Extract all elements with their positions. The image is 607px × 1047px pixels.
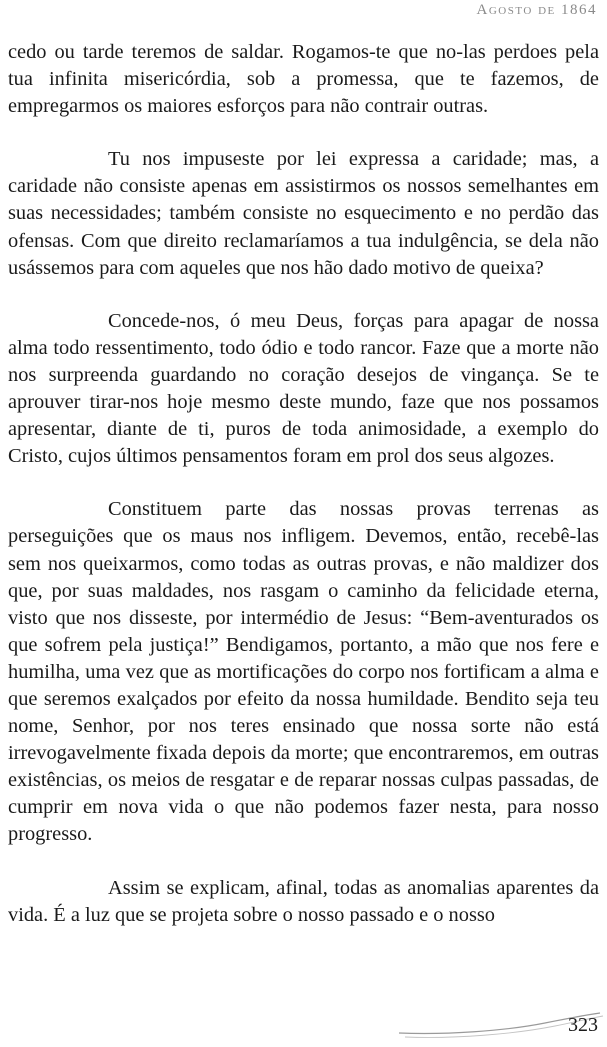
folio-ornament <box>395 1003 607 1047</box>
paragraph-charity: Tu nos impuseste por lei expressa a caridade; mas, a caridade não consiste apenas em assistirmos os nossos semelhantes em suas necessidades; também consiste no esquecimento e no perdão das ofensas. Com que direito reclamaríamos a tua indulgência, se dela não usássemos para com aqueles que nos hão dado motivo de queixa? <box>8 148 599 279</box>
paragraph-anomalies: Assim se explicam, afinal, todas as anomalias aparentes da vida. É a luz que se projeta sobre o nosso passado e o nosso <box>8 876 599 926</box>
paragraph-trials: Constituem parte das nossas provas terrenas as perseguições que os maus nos infligem. Devemos, então, recebê-las sem nos queixarmos, como todas as outras provas, e não maldizer dos que, por suas maldades, nos rasgam o caminho da felicidade eterna, visto que nos disseste, por intermédio de Jesus: “Bem-aventurados os que sofrem pela justiça!” Bendigamos, portanto, a mão que nos fere e humilha, uma vez que as mortificações do corpo nos fortificam a alma e que seremos exalçados por efeito da nossa humildade. Bendito seja teu nome, Senhor, por nos teres ensinado que nossa sorte não está irrevogavelmente fixada depois da morte; que encontraremos, em outras existências, os meios de resgatar e de reparar nossas culpas passadas, de cumprir em nova vida o que não podemos fazer nesta, para nosso progresso. <box>8 498 599 846</box>
page-number: 323 <box>568 1014 598 1036</box>
running-header: Agosto de 1864 <box>476 2 597 18</box>
page-body <box>8 39 599 955</box>
paragraph-forgiveness: Concede-nos, ó meu Deus, forças para apagar de nossa alma todo ressentimento, todo ódio e todo rancor. Faze que a morte não nos surpreenda guardando no coração desejos de vingança. Se te aprouver tirar-nos hoje mesmo deste mundo, faze que nos possamos apresentar, diante de ti, puros de toda animosidade, a exemplo do Cristo, cujos últimos pensamentos foram em prol dos seus algozes. <box>8 309 599 468</box>
paragraph-continuation: cedo ou tarde teremos de saldar. Rogamos-te que no-las perdoes pela tua infinita misericórdia, sob a promessa, que te fazemos, de empregarmos os maiores esforços para não contrair outras. <box>8 41 599 118</box>
